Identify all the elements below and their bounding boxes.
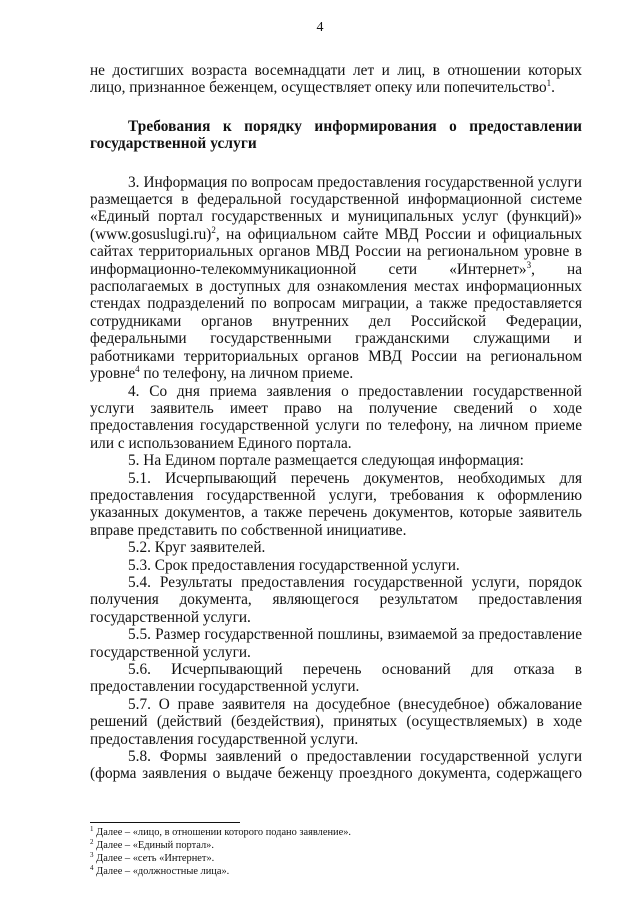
list-item-5-3: 5.3. Срок предоставления государственной услуги. [128, 556, 460, 574]
footnote-ref-2: 2 [211, 224, 216, 235]
list-item-5-5: 5.5. Размер государственной пошлины, взимаемой за предоставление государственной услуги. [90, 626, 582, 661]
list-item-5-7: 5.7. О праве заявителя на досудебное (внесудебное) обжалование решений (действий (бездействия), принятых (осуществляемых) в ходе предоставления государственной услуги. [90, 695, 582, 748]
list-item-5-2: 5.2. Круг заявителей. [128, 539, 266, 557]
footnotes [90, 826, 580, 878]
footnote-4: $^4$ Далее – «должностные лица». [90, 864, 230, 877]
paragraph-3: 3. Информация по вопросам предоставления государственной услуги размещается в федеральной государственной информационной системе «Единый портал государственных и муниципальных услуг (функций)» (www.gosuslugi.ru)$^2$, на официальном сайте МВД России и официальных сайтах территориальных органов МВД России на региональном уровне в информационно-телекоммуникационной сети «Интернет»$^3$, на располагаемых в доступных для ознакомления местах информационных стендах подразделений по вопросам миграции, а также предоставляется сотрудниками органов внутренних дел Российской Федерации, федеральными государственными гражданскими служащими и работниками территориальных органов МВД России на региональном уровне$^4$ по телефону, на личном приеме. [90, 173, 582, 383]
footnote-2: $^2$ Далее – «Единый портал». [90, 838, 214, 851]
list-item-5-8: 5.8. Формы заявлений о предоставлении государственной услуги (форма заявления о выдаче беженцу проездного документа, содержащего [90, 748, 582, 783]
footnote-ref-3: 3 [526, 259, 532, 270]
page-number: 4 [316, 20, 324, 35]
list-item-5-1: 5.1. Исчерпывающий перечень документов, необходимых для предоставления государственной услуги, требования к оформлению указанных документов, а также перечень документов, которые заявитель вправе представить по собственной инициативе. [90, 469, 582, 539]
paragraph-5: 5. На Едином портале размещается следующая информация: [128, 452, 524, 470]
footnote-ref-1: 1 [546, 78, 552, 89]
footnote-1: $^1$ Далее – «лицо, в отношении которого подано заявление». [90, 825, 352, 838]
list-item-5-4: 5.4. Результаты предоставления государственной услуги, порядок получения документа, являющегося результатом предоставления государственной услуги. [90, 573, 582, 626]
footnote-separator [90, 822, 240, 823]
paragraph-4: 4. Со дня приема заявления о предоставлении государственной услуги заявитель имеет право на получение сведений о ходе предоставления государственной услуги по телефону, на личном приеме или с использованием Единого портала. [90, 382, 582, 452]
document-body [90, 62, 582, 783]
footnote-3: $^3$ Далее – «сеть «Интернет». [90, 851, 215, 864]
footnote-ref-4: 4 [135, 364, 140, 375]
section-heading: Требования к порядку информирования о предоставлении государственной услуги [90, 117, 582, 153]
list-item-5-6: 5.6. Исчерпывающий перечень оснований для отказа в предоставлении государственной услуги. [90, 661, 582, 696]
continuation-paragraph: не достигших возраста восемнадцати лет и лиц, в отношении которых лицо, признанное беженцем, осуществляет опеку или попечительство$^1$. [90, 62, 582, 97]
